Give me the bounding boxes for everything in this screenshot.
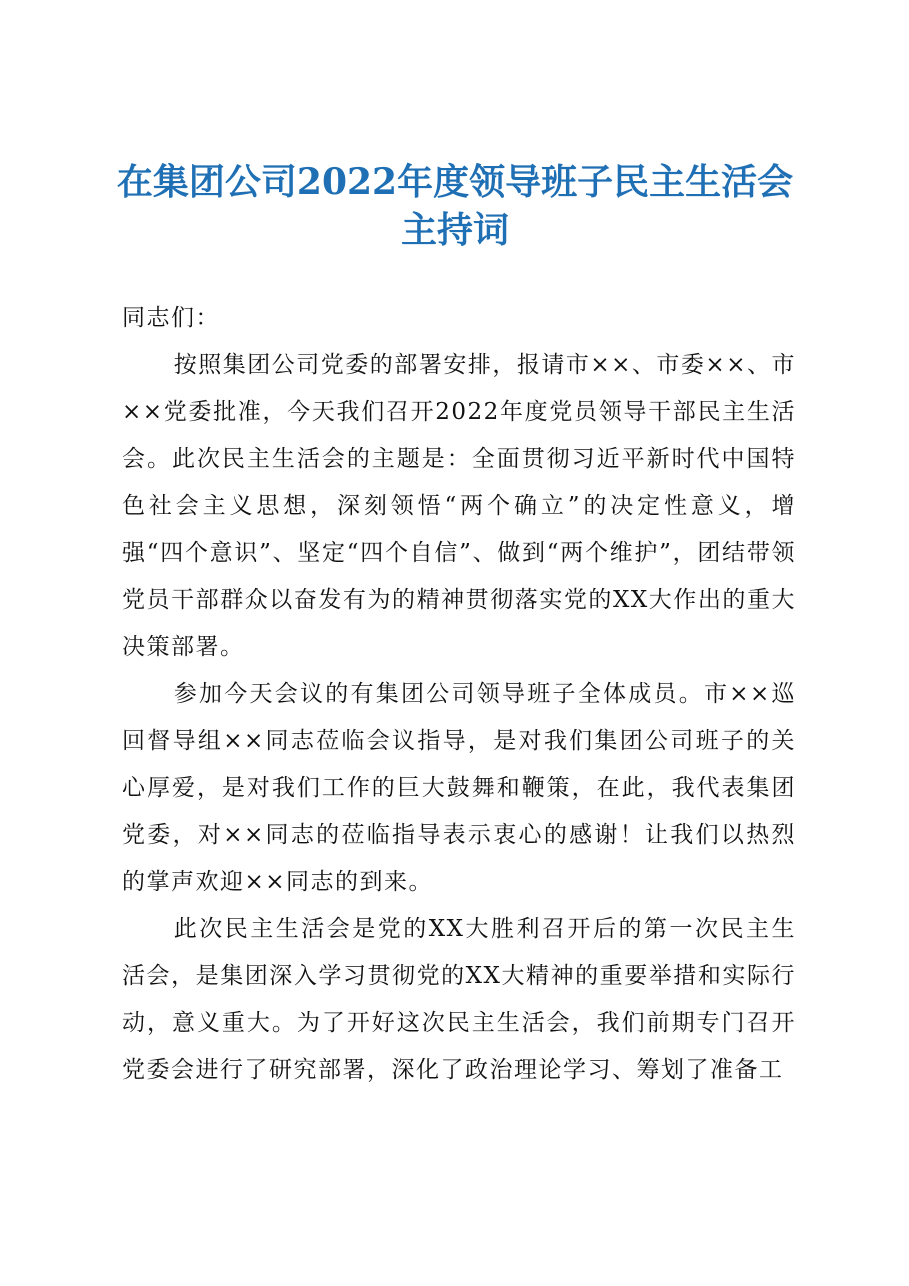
paragraph-2: 参加今天会议的有集团公司领导班子全体成员。市××巡回督导组××同志莅临会议指导，是对我们集团公司班子的关心厚爱，是对我们工作的巨大鼓舞和鞭策，在此，我代表集团党委，对××同志的莅临指导表示衷心的感谢！让我们以热烈的掌声欢迎××同志的到来。 [122, 681, 796, 895]
document-body [122, 295, 796, 1094]
document-title: 在集团公司2022年度领导班子民主生活会主持词 [116, 161, 794, 251]
salutation: 同志们： [122, 305, 220, 331]
paragraph-1: 按照集团公司党委的部署安排，报请市××、市委××、市××党委批准，今天我们召开2022年度党员领导干部民主生活会。此次民主生活会的主题是：全面贯彻习近平新时代中国特色社会主义思想，深刻领悟“两个确立”的决定性意义，增强“四个意识”、坚定“四个自信”、做到“两个维护”，团结带领党员干部群众以奋发有为的精神贯彻落实党的XX大作出的重大决策部署。 [122, 352, 796, 660]
paragraph-3: 此次民主生活会是党的XX大胜利召开后的第一次民主生活会，是集团深入学习贯彻党的XX大精神的重要举措和实际行动，意义重大。为了开好这次民主生活会，我们前期专门召开党委会进行了研究部署，深化了政治理论学习、筹划了准备工 [122, 916, 796, 1083]
